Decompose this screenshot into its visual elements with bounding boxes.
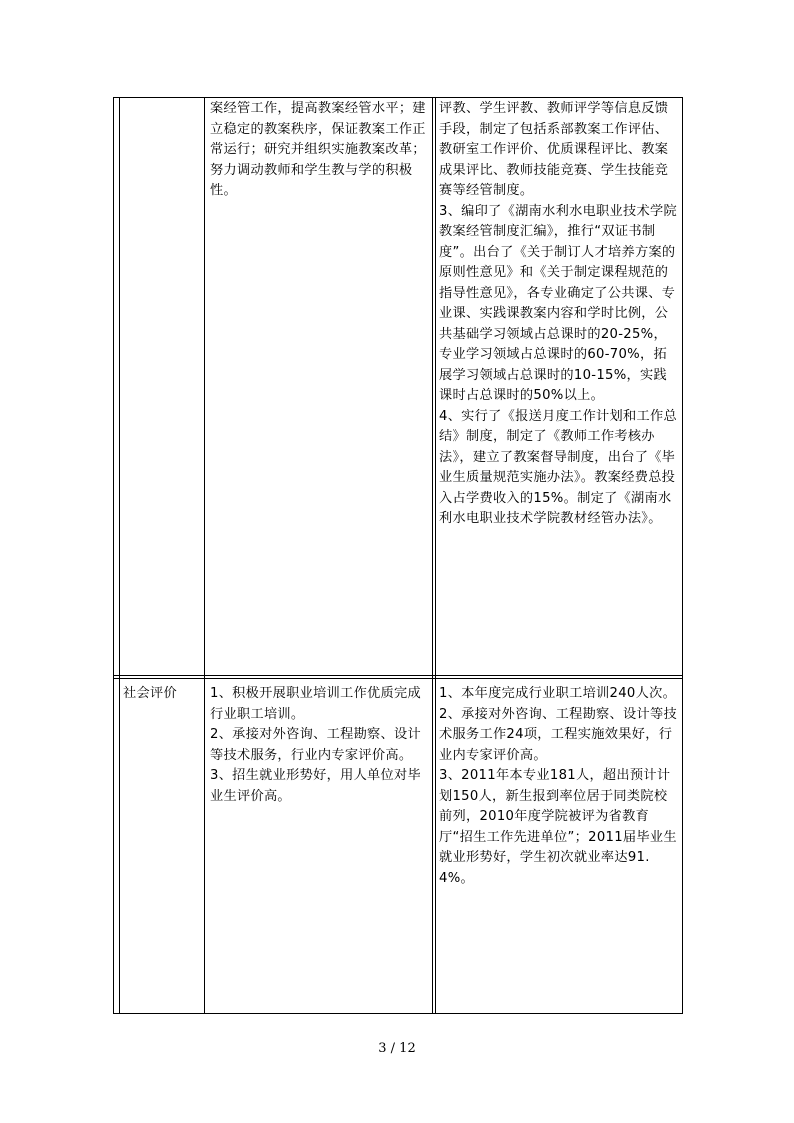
table-border-bottom	[113, 1013, 683, 1014]
row1-standard-text: 案经管工作，提高教案经管水平；建立稳定的教案秩序，保证教案工作正常运行；研究并组织实施教案改革；努力调动教师和学生教与学的积极性。	[210, 101, 426, 198]
row-divider-inner	[113, 678, 683, 679]
column-divider-2-inner	[435, 97, 436, 1014]
row-divider	[113, 675, 683, 676]
row1-status-text: 评教、学生评教、教师评学等信息反馈手段，制定了包括系部教案工作评估、教研室工作评价、优质课程评比、教案成果评比、教师技能竞赛、学生技能竞赛等经管制度。 3、编印了《湖南水利水电职业技术学院教案经管制度汇编》，推行“双证书制度”。出台了《关于制订人才培养方案的原则性意见》和《关于制定课程规范的指导性意见》，各专业确定了公共课、专业课、实践课教案内容和学时比例，公共基础学习领域占总课时的20-25%，专业学习领域占总课时的60-70%，拓展学习领域占总课时的10-15%，实践课时占总课时的50%以上。 4、实行了《报送月度工作计划和工作总结》制度，制定了《教师工作考核办法》，建立了教案督导制度，出台了《毕业生质量规范实施办法》。教案经费总投入占学费收入的15%。制定了《湖南水利水电职业技术学院教材经管办法》。	[439, 101, 677, 526]
evaluation-table	[113, 97, 683, 1014]
table-border-top	[113, 97, 683, 98]
table-border-right	[682, 97, 683, 1014]
table-border-left	[113, 97, 114, 1014]
row2-standard-text: 1、积极开展职业培训工作优质完成行业职工培训。 2、承接对外咨询、工程勘察、设计等技术服务，行业内专家评价高。 3、招生就业形势好，用人单位对毕业生评价高。	[210, 686, 422, 804]
page-number: 3 / 12	[378, 1041, 416, 1056]
column-divider-1	[204, 97, 205, 1014]
table-border-left-inner	[119, 97, 120, 1014]
column-divider-2	[432, 97, 433, 1014]
row2-label: 社会评价	[123, 686, 177, 701]
row2-status-text: 1、本年度完成行业职工培训240人次。 2、承接对外咨询、工程勘察、设计等技术服务工作24项，工程实施效果好，行业内专家评价高。 3、2011年本专业181人，超出预计计划150人，新生报到率位居于同类院校前列，2010年度学院被评为省教育厅“招生工作先进单位”；2011届毕业生就业形势好，学生初次就业率达91.4%。	[439, 686, 677, 886]
